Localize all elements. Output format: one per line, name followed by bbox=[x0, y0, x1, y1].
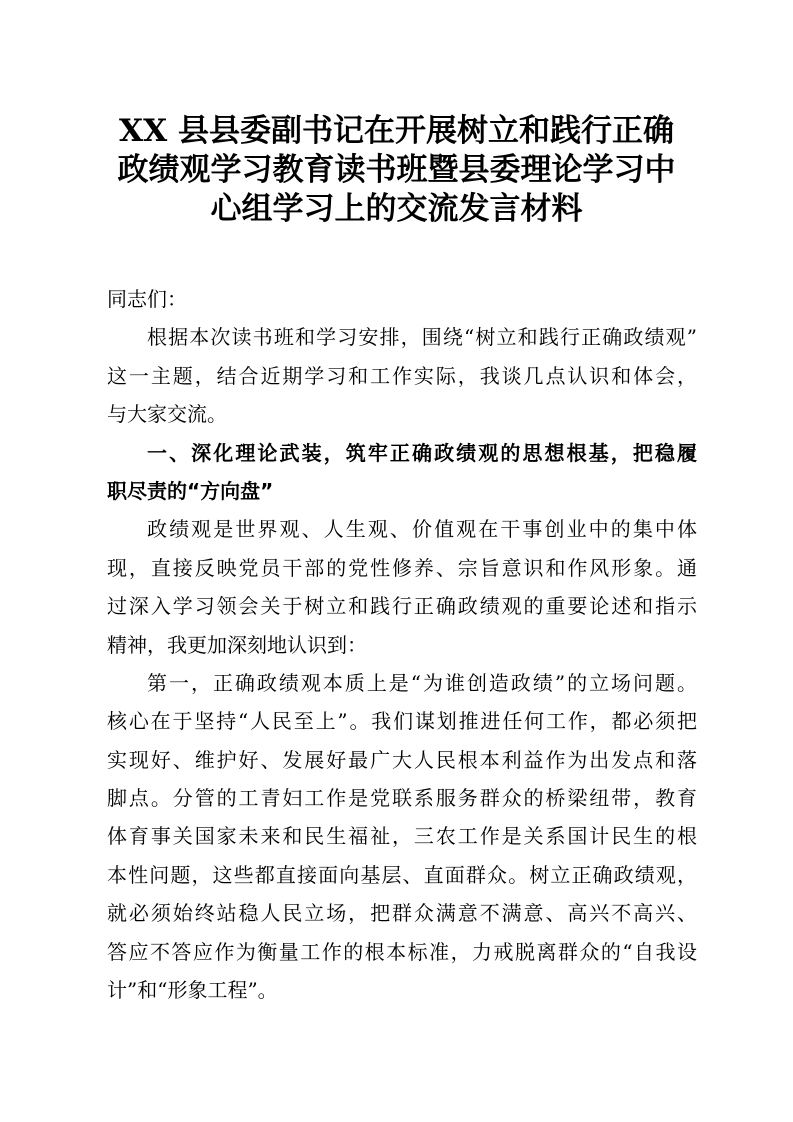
title-line: 政绩观学习教育读书班暨县委理论学习中 bbox=[117, 152, 676, 188]
text-line: 这一主题，结合近期学习和工作实际，我谈几点认识和体会， bbox=[107, 363, 697, 388]
text-line: 根据本次读书班和学习安排，围绕“树立和践行正确政绩观” bbox=[147, 325, 697, 350]
title-line: XX 县县委副书记在开展树立和践行正确 bbox=[119, 113, 674, 149]
text-line: 计”和“形象工程”。 bbox=[107, 978, 278, 1003]
text-line: 精神，我更加深刻地认识到： bbox=[107, 632, 367, 657]
text-line: 体育事关国家未来和民生福祉，三农工作是关系国计民生的根 bbox=[107, 824, 697, 849]
document-title bbox=[100, 112, 693, 229]
paragraph bbox=[107, 510, 697, 664]
heading-line: 一、深化理论武装，筑牢正确政绩观的思想根基，把稳履 bbox=[147, 440, 697, 465]
text-line: 第一，正确政绩观本质上是“为谁创造政绩”的立场问题。 bbox=[147, 670, 697, 695]
text-line: 脚点。分管的工青妇工作是党联系服务群众的桥梁纽带，教育 bbox=[107, 786, 697, 811]
text-line: 现，直接反映党员干部的党性修养、宗旨意识和作风形象。通 bbox=[107, 555, 697, 580]
document-body bbox=[107, 280, 697, 1009]
salutation: 同志们： bbox=[107, 287, 187, 311]
heading-line: 职尽责的“方向盘” bbox=[107, 478, 274, 503]
text-line: 就必须始终站稳人民立场，把群众满意不满意、高兴不高兴、 bbox=[107, 901, 697, 926]
paragraph-intro bbox=[107, 318, 697, 433]
paragraph bbox=[107, 664, 697, 1010]
text-line: 政绩观是世界观、人生观、价值观在干事创业中的集中体 bbox=[147, 517, 697, 542]
title-line: 心组学习上的交流发言材料 bbox=[210, 191, 583, 227]
text-line: 答应不答应作为衡量工作的根本标准，力戒脱离群众的“自我设 bbox=[107, 939, 697, 964]
text-line: 过深入学习领会关于树立和践行正确政绩观的重要论述和指示 bbox=[107, 594, 697, 619]
text-line: 本性问题，这些都直接面向基层、直面群众。树立正确政绩观， bbox=[107, 862, 697, 887]
text-line: 与大家交流。 bbox=[107, 402, 227, 427]
text-line: 实现好、维护好、发展好最广大人民根本利益作为出发点和落 bbox=[107, 747, 697, 772]
section-heading bbox=[107, 434, 697, 511]
text-line: 核心在于坚持“人民至上”。我们谋划推进任何工作，都必须把 bbox=[107, 709, 697, 734]
